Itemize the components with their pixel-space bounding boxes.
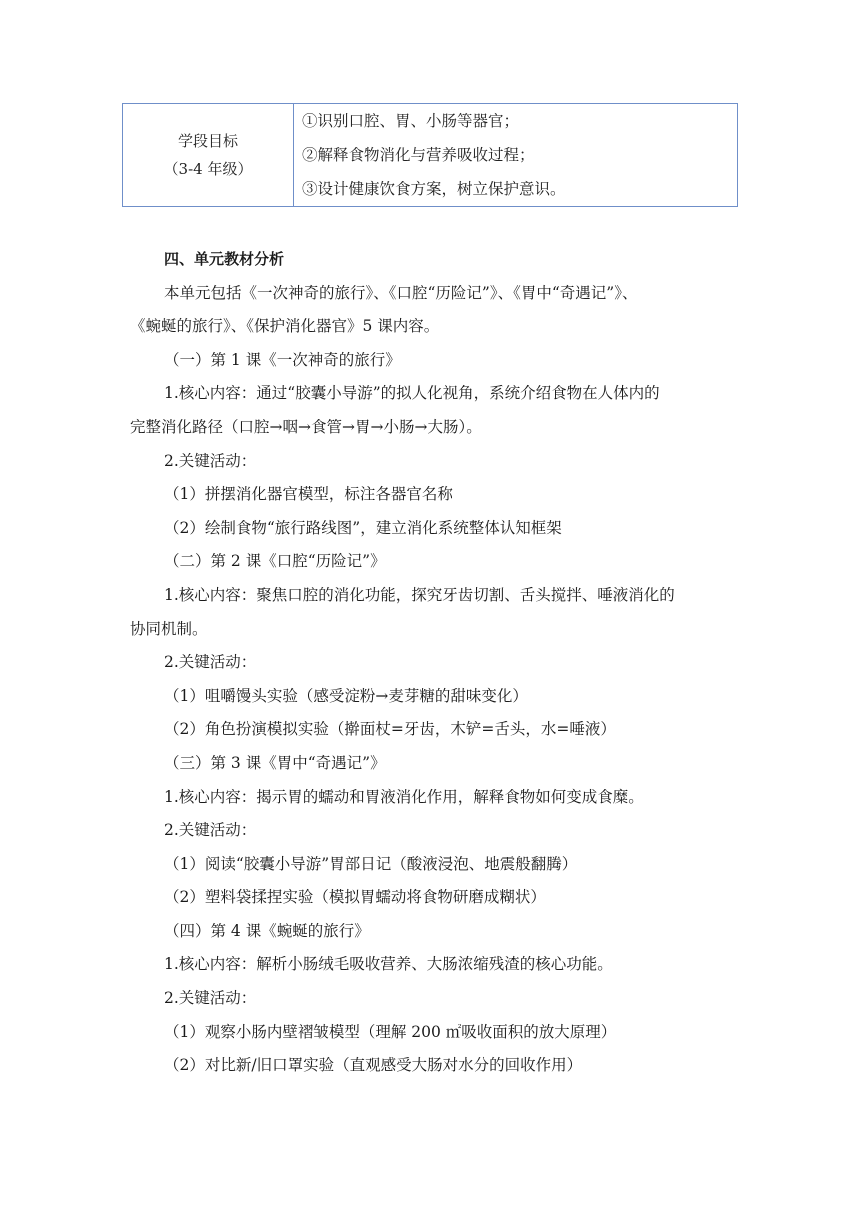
lesson-2-activity-1: （1）咀嚼馒头实验（感受淀粉→麦芽糖的甜味变化） [164,686,528,705]
lesson-2-core-line-2: 协同机制。 [130,619,208,638]
lesson-4-activities-label: 2.关键活动： [164,989,257,1008]
learning-goals-table [122,103,738,207]
goal-items-cell [294,104,738,207]
goal-item-3: ③设计健康饮食方案，树立保护意识。 [302,180,566,198]
grade-goal-label-cell [123,104,294,207]
lesson-2-core-line-1: 1.核心内容：聚焦口腔的消化功能，探究牙齿切割、舌头搅拌、唾液消化的 [164,585,675,604]
lesson-1-title: （一）第 1 课《一次神奇的旅行》 [164,350,401,369]
lesson-3-activity-2: （2）塑料袋揉捏实验（模拟胃蠕动将食物研磨成糊状） [164,888,546,907]
grade-range-label: （3-4 年级） [163,160,253,178]
table-row [123,104,738,207]
lesson-2-title: （二）第 2 课《口腔“历险记”》 [164,552,386,571]
lesson-1-activity-2: （2）绘制食物“旅行路线图”，建立消化系统整体认知框架 [164,518,562,537]
lesson-4-title: （四）第 4 课《蜿蜒的旅行》 [164,921,370,940]
intro-paragraph-line-2: 《蜿蜒的旅行》、《保护消化器官》5 课内容。 [130,317,440,336]
lesson-4-core-line-1: 1.核心内容：解析小肠绒毛吸收营养、大肠浓缩残渣的核心功能。 [164,955,613,974]
lesson-1-activity-1: （1）拼摆消化器官模型，标注各器官名称 [164,485,453,504]
lesson-4-activity-1: （1）观察小肠内壁褶皱模型（理解 200 ㎡吸收面积的放大原理） [164,1022,617,1041]
lesson-3-activity-1: （1）阅读“胶囊小导游”胃部日记（酸液浸泡、地震般翻腾） [164,854,578,873]
lesson-3-title: （三）第 3 课《胃中“奇遇记”》 [164,753,386,772]
lesson-1-core-line-2: 完整消化路径（口腔→咽→食管→胃→小肠→大肠）。 [130,417,482,436]
intro-paragraph-line-1: 本单元包括《一次神奇的旅行》、《口腔“历险记”》、《胃中“奇遇记”》、 [164,283,638,302]
lesson-3-core-line-1: 1.核心内容：揭示胃的蠕动和胃液消化作用，解释食物如何变成食糜。 [164,787,644,806]
grade-goal-label: 学段目标 [177,132,238,150]
section-heading: 四、单元教材分析 [164,250,285,268]
unit-analysis-section [130,243,740,1083]
lesson-4-activity-2: （2）对比新/旧口罩实验（直观感受大肠对水分的回收作用） [164,1056,583,1075]
goal-item-1: ①识别口腔、胃、小肠等器官； [302,112,520,130]
lesson-2-activities-label: 2.关键活动： [164,653,257,672]
lesson-2-activity-2: （2）角色扮演模拟实验（擀面杖=牙齿，木铲=舌头，水=唾液） [164,720,616,739]
goal-item-2: ②解释食物消化与营养吸收过程； [302,146,535,164]
lesson-1-activities-label: 2.关键活动： [164,451,257,470]
lesson-3-activities-label: 2.关键活动： [164,821,257,840]
lesson-1-core-line-1: 1.核心内容：通过“胶囊小导游”的拟人化视角，系统介绍食物在人体内的 [164,384,660,403]
